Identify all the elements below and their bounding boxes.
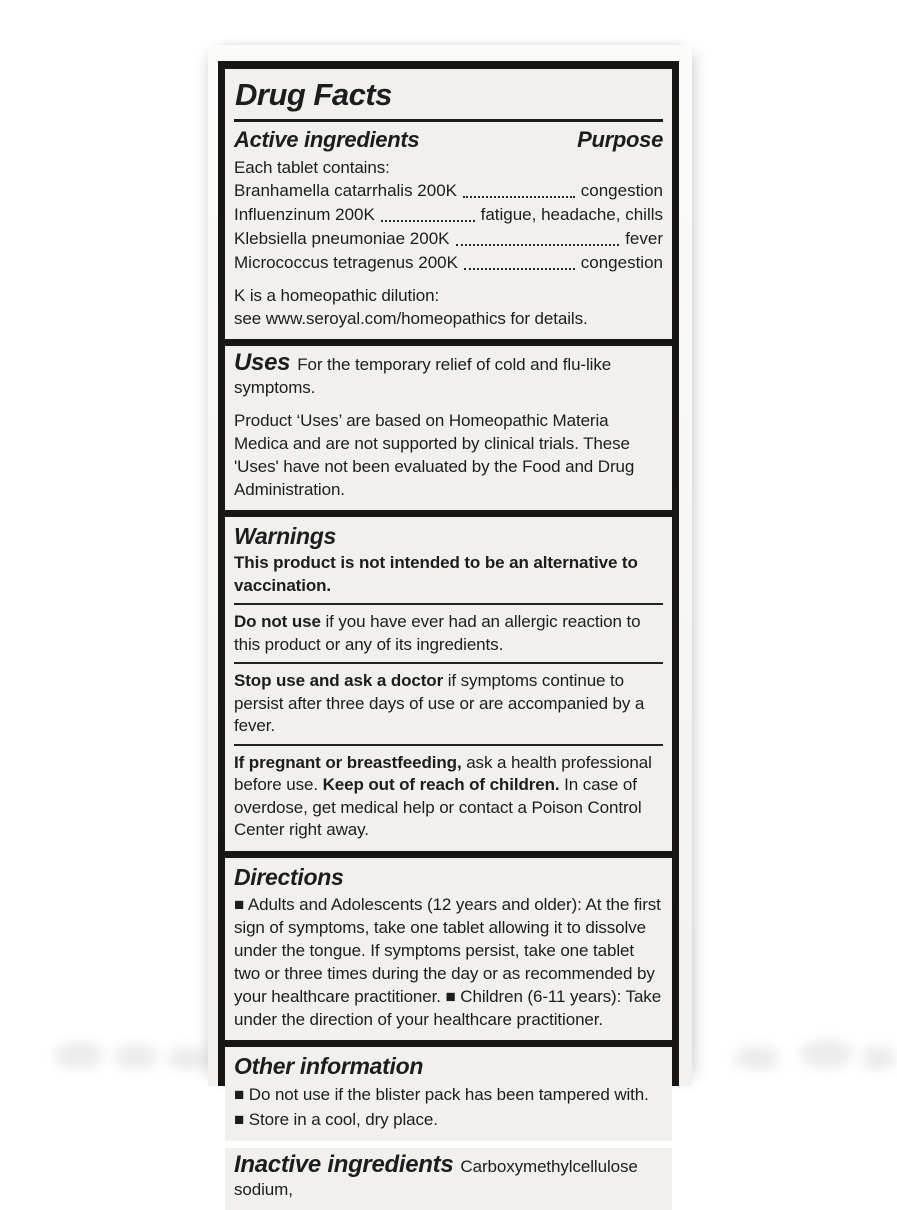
- dilution-note-line1: K is a homeopathic dilution:: [234, 286, 440, 305]
- divider: [234, 662, 663, 664]
- do-not-use-text: if you have ever had an allergic reaction to this product or any of its ingredients.: [234, 612, 641, 654]
- stop-use-lead: Stop use and ask a doctor: [234, 671, 444, 690]
- ingredient-name: Micrococcus tetragenus 200K: [234, 253, 458, 272]
- drug-facts-frame: [218, 61, 679, 1199]
- background-watermark: [800, 1040, 852, 1068]
- dotted-leader: [463, 196, 575, 198]
- ingredient-name: Branhamella catarrhalis 200K: [234, 181, 458, 200]
- ingredient-purpose: fever: [625, 229, 663, 248]
- inactive-ingredients-heading: Inactive ingredients: [234, 1150, 454, 1178]
- inactive-ingredients-text: Carboxymethylcellulose sodium,: [234, 1156, 638, 1199]
- pregnant-text: ask a health professional before use.: [234, 752, 652, 794]
- ingredient-purpose: congestion: [580, 253, 663, 272]
- stop-use-text: if symptoms continue to persist after three days of use or are accompanied by a fever.: [234, 671, 645, 735]
- dotted-leader: [381, 220, 475, 222]
- uses-text: For the temporary relief of cold and flu-like symptoms.: [234, 355, 612, 397]
- do-not-use-lead: Do not use: [234, 612, 321, 631]
- divider: [234, 603, 663, 605]
- divider: [234, 744, 663, 746]
- section-directions: [225, 858, 672, 1040]
- warnings-heading: Warnings: [234, 523, 336, 549]
- pregnant-lead: If pregnant or breastfeeding,: [234, 752, 462, 772]
- drug-facts-title: Drug Facts: [235, 77, 392, 112]
- warning-do-not-use: [234, 611, 663, 656]
- background-watermark: [862, 1046, 896, 1070]
- warning-pregnant: [234, 752, 663, 842]
- product-box-panel: [208, 45, 692, 1199]
- active-ingredients-header-row: [234, 127, 663, 153]
- ingredient-row: [234, 251, 663, 275]
- other-information-heading: Other information: [234, 1052, 424, 1079]
- dotted-leader: [456, 244, 620, 246]
- section-active-ingredients: [225, 69, 672, 339]
- dilution-note-line2: see www.seroyal.com/homeopathics for details.: [234, 309, 588, 328]
- other-info-item: ■ Do not use if the blister pack has been tampered with.: [234, 1084, 649, 1104]
- section-inactive-ingredients: [225, 1148, 672, 1210]
- dotted-leader: [464, 268, 575, 270]
- ingredient-purpose: fatigue, headache, chills: [480, 205, 663, 224]
- ingredient-name: Klebsiella pneumoniae 200K: [234, 229, 450, 248]
- uses-paragraph: [234, 351, 663, 399]
- uses-disclaimer: Product ‘Uses’ are based on Homeopathic Materia Medica and are not supported by clinical trials. These 'Uses' have not been evaluated by the Food and Drug Administration.: [234, 411, 635, 499]
- background-watermark: [168, 1048, 208, 1070]
- children-lead: Keep out of reach of children.: [322, 775, 560, 794]
- warning-stop-use: [234, 670, 663, 738]
- uses-heading: Uses: [234, 349, 291, 376]
- directions-text: ■ Adults and Adolescents (12 years and older): At the first sign of symptoms, take one tablet allowing it to dissolve under the tongue. If symptoms persist, take one tablet two or three times during the day or as recommended by your healthcare practitioner. ■ Children (6-11 years): Take under the direction of your healthcare practitioner.: [234, 894, 662, 1029]
- ingredient-name: Influenzinum 200K: [234, 205, 375, 224]
- background-watermark: [55, 1042, 103, 1068]
- warning-vaccination: [234, 552, 663, 597]
- ingredient-row: [234, 227, 663, 251]
- ingredient-row: [234, 203, 663, 227]
- other-info-item: ■ Store in a cool, dry place.: [234, 1109, 438, 1129]
- warning-vaccination-text: This product is not intended to be an alternative to vaccination.: [234, 553, 638, 595]
- purpose-heading: Purpose: [577, 127, 663, 152]
- background-watermark: [735, 1046, 779, 1070]
- section-warnings: [225, 517, 672, 851]
- section-other-information: [225, 1047, 672, 1141]
- each-tablet-contains: Each tablet contains:: [234, 158, 390, 177]
- directions-heading: Directions: [234, 863, 344, 890]
- active-ingredients-heading: Active ingredients: [234, 127, 420, 152]
- overdose-text: In case of overdose, get medical help or contact a Poison Control Center right away.: [234, 775, 642, 839]
- ingredient-purpose: congestion: [580, 181, 663, 200]
- background-watermark: [115, 1045, 157, 1069]
- inactive-ingredients-paragraph: [234, 1150, 663, 1201]
- divider: [234, 119, 663, 122]
- section-uses: [225, 346, 672, 510]
- ingredient-row: [234, 179, 663, 203]
